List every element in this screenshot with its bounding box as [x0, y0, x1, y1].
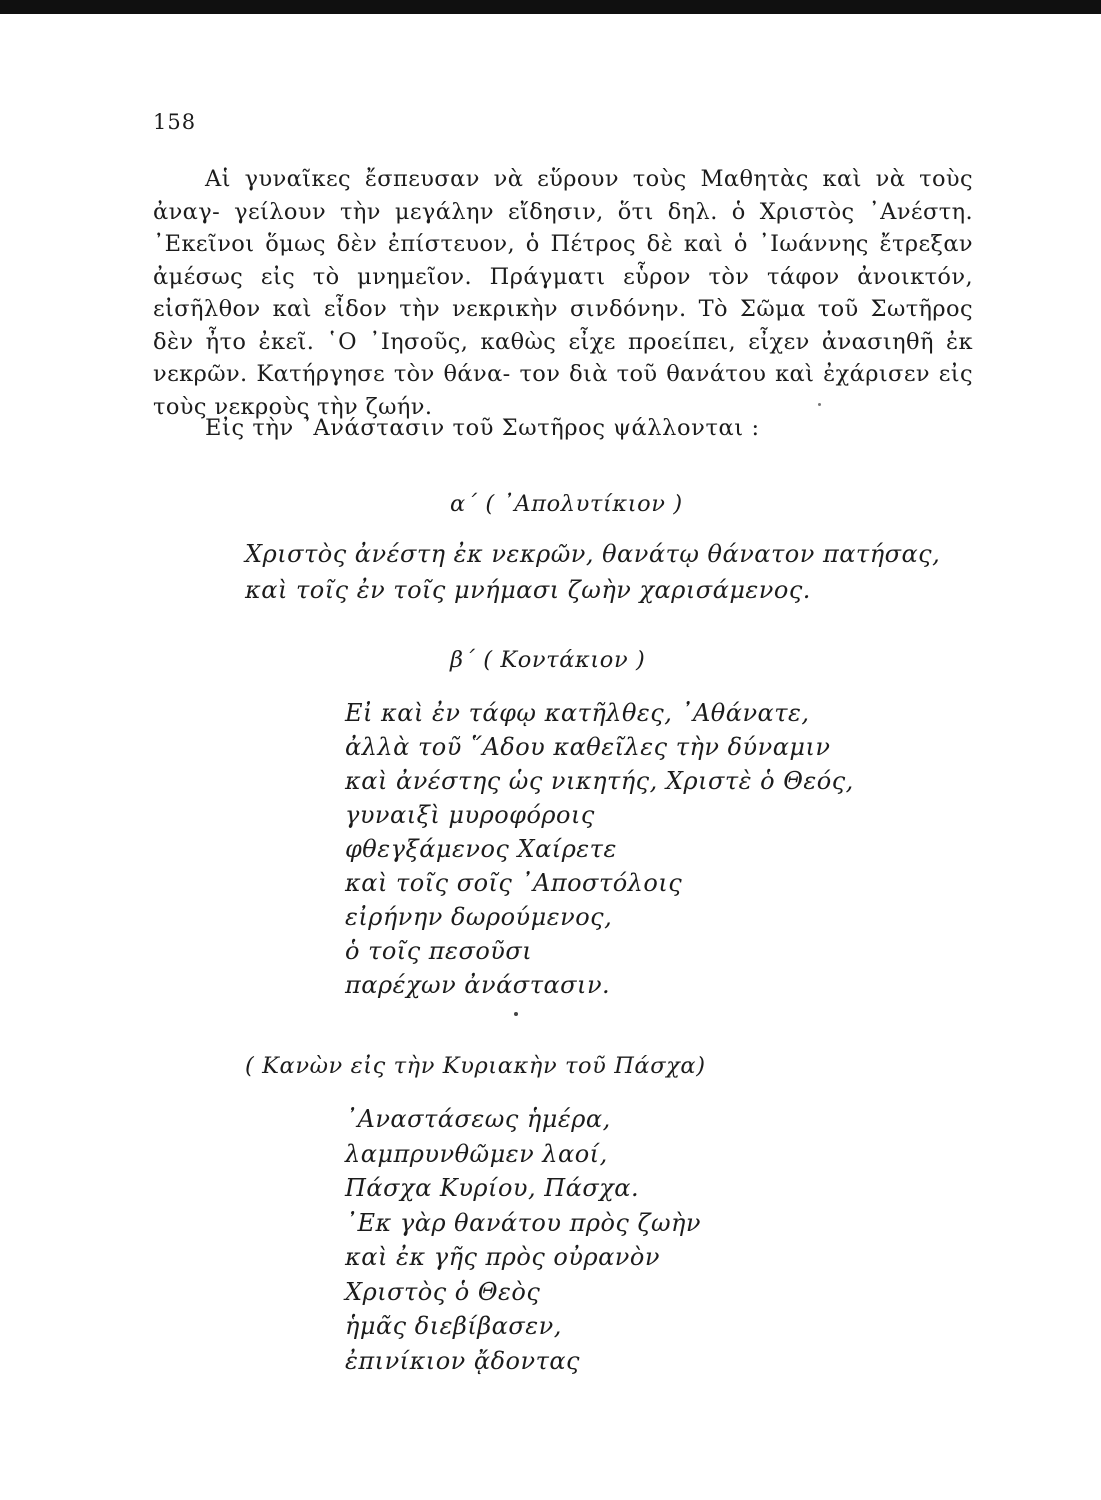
hymns-intro: Εἰς τὴν ᾿Ανάστασιν τοῦ Σωτῆρος ψάλλονται :: [205, 415, 760, 441]
kanon-heading: ( Κανὼν εἰς τὴν Κυριακὴν τοῦ Πάσχα): [245, 1053, 706, 1079]
verse-line: γυναιξὶ μυροφόροις: [345, 801, 595, 829]
kontakion-heading: β΄ ( Κοντάκιον ): [450, 647, 646, 673]
verse-line: καὶ ἐκ γῆς πρὸς οὐρανὸν: [345, 1243, 660, 1271]
body-paragraph: [153, 163, 973, 423]
body-line: καθὼς εἶχε προείπει, εἶχεν ἀνασιηθῆ ἐκ νεκρῶν. Κατήργησε τὸν θάνα-: [153, 328, 973, 387]
verse-line: Πάσχα Κυρίου, Πάσχα.: [345, 1174, 640, 1202]
verse-line: εἰρήνην δωρούμενος,: [345, 903, 613, 931]
apolytikion-verse: [245, 536, 940, 608]
verse-line: λαμπρυνθῶμεν λαοί,: [345, 1139, 608, 1168]
section-dot: [514, 1012, 518, 1016]
verse-line: ἀλλὰ τοῦ ῞Αδου καθεῖλες τὴν δύναμιν: [345, 733, 831, 761]
verse-line: καὶ τοῖς σοῖς ᾿Αποστόλοις: [345, 869, 683, 897]
body-line: τὸ μνημεῖον. Πράγματι εὗρον τὸν τάφον ἀνοικτόν, εἰσῆλθον καὶ εἶδον: [153, 263, 973, 322]
kanon-verse: [345, 1102, 701, 1378]
verse-line: Χριστὸς ἀνέστη ἐκ νεκρῶν, θανάτῳ θάνατον πατήσας,: [245, 540, 941, 568]
verse-line: καὶ ἀνέστης ὡς νικητής, Χριστὲ ὁ Θεός,: [345, 767, 854, 795]
verse-line: ἡμᾶς διεβίβασεν,: [345, 1312, 562, 1340]
body-line: Αἱ γυναῖκες ἔσπευσαν νὰ εὕρουν τοὺς Μαθητὰς καὶ νὰ τοὺς ἀναγ-: [153, 166, 973, 225]
body-line: τὴν νεκρικὴν σινδόνην. Τὸ Σῶμα τοῦ Σωτῆρος δὲν ἦτο ἐκεῖ. ῾Ο ᾿Ιησοῦς,: [153, 296, 974, 355]
verse-line: καὶ τοῖς ἐν τοῖς μνήμασι ζωὴν χαρισάμενος.: [245, 576, 811, 604]
verse-line: ὁ τοῖς πεσοῦσι: [345, 937, 533, 965]
verse-line: ᾿Αναστάσεως ἡμέρα,: [345, 1105, 611, 1133]
kontakion-verse: [345, 696, 854, 1002]
verse-line: ἐπινίκιον ᾄδοντας: [345, 1346, 580, 1375]
scan-top-border: [0, 0, 1101, 14]
verse-line: ᾿Εκ γὰρ θανάτου πρὸς ζωὴν: [345, 1208, 702, 1237]
verse-line: παρέχων ἀνάστασιν.: [345, 971, 611, 999]
body-text: [153, 163, 973, 423]
page-number: 158: [153, 110, 197, 134]
verse-line: φθεγξάμενος Χαίρετε: [345, 835, 617, 863]
print-speck: [818, 403, 821, 406]
body-line: τον διὰ τοῦ θανάτου καὶ ἐχάρισεν εἰς τοὺς νεκροὺς τὴν ζωήν.: [153, 361, 973, 420]
apolytikion-heading: α΄ ( ᾿Απολυτίκιον ): [450, 491, 683, 517]
verse-line: Εἰ καὶ ἐν τάφῳ κατῆλθες, ᾿Αθάνατε,: [345, 699, 810, 727]
verse-line: Χριστὸς ὁ Θεὸς: [345, 1277, 541, 1306]
body-line: γείλουν τὴν μεγάλην εἴδησιν, ὅτι δηλ. ὁ Χριστὸς ᾿Ανέστη. ᾿Εκεῖνοι: [153, 198, 973, 257]
body-line: ὅμως δὲν ἐπίστευον, ὁ Πέτρος δὲ καὶ ὁ ᾿Ιωάννης ἔτρεξαν ἀμέσως εἰς: [153, 231, 973, 290]
